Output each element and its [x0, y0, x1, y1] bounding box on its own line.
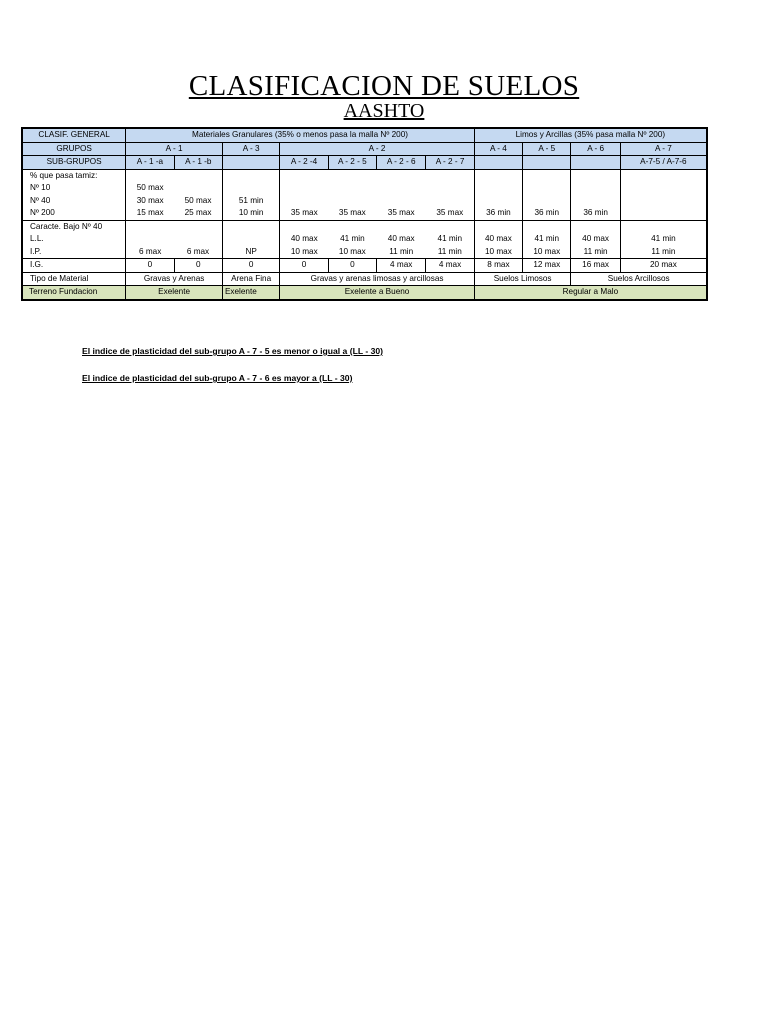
subgrupos-label: SUB-GRUPOS	[22, 156, 126, 170]
n40-label: Nº 40	[22, 195, 126, 208]
n200-value: 36 min	[474, 207, 522, 220]
ig-value: 8 max	[474, 259, 522, 273]
tipo-material-value: Suelos Arcillosos	[571, 272, 707, 286]
subgroup-cell: A - 2 - 6	[377, 156, 426, 170]
ig-value: 4 max	[377, 259, 426, 273]
ll-value: 40 max	[474, 233, 522, 246]
group-cell: A - 1	[126, 142, 223, 156]
ip-value: 11 min	[389, 246, 414, 256]
n40-value: 50 max	[174, 195, 222, 208]
group-cell: A - 7	[620, 142, 707, 156]
classification-table	[21, 127, 708, 301]
subgroup-cell-empty	[474, 156, 522, 170]
grupos-row	[22, 142, 707, 156]
grupos-label: GRUPOS	[22, 142, 126, 156]
ll-value: 41 min	[651, 234, 676, 243]
n200-value: 35 max	[290, 208, 318, 217]
ll-value: 40 max	[387, 234, 415, 243]
caracte-label: Caracte. Bajo Nº 40	[22, 220, 126, 233]
ip-value: 11 min	[571, 246, 620, 259]
n40-row	[22, 195, 707, 208]
n200-value: 36 min	[571, 207, 620, 220]
ll-value: 40 max	[290, 234, 318, 243]
ig-value: 4 max	[426, 259, 474, 273]
clasif-general-label: CLASIF. GENERAL	[22, 128, 126, 142]
n40-value: 30 max	[136, 195, 164, 205]
subgroup-cell: A - 2 - 5	[328, 156, 376, 170]
n200-value: 35 max	[387, 208, 415, 217]
ip-value: 11 min	[426, 246, 474, 259]
pasa-tamiz-row	[22, 169, 707, 182]
subgroup-cell: A - 1 -b	[174, 156, 222, 170]
subgrupos-row	[22, 156, 707, 170]
ll-value: 41 min	[426, 233, 474, 246]
note-a76: El indice de plasticidad del sub-grupo A - 7 - 6 es mayor a (LL - 30)	[82, 373, 353, 383]
ll-value: 40 max	[571, 233, 620, 246]
group-cell: A - 6	[571, 142, 620, 156]
subgroup-cell-empty	[222, 156, 279, 170]
ip-value: 6 max	[139, 246, 162, 256]
group-cell: A - 5	[523, 142, 571, 156]
ig-value: 20 max	[620, 259, 707, 273]
n200-value: 35 max	[426, 207, 474, 220]
ll-value: 41 min	[523, 233, 571, 246]
terreno-value: Exelente	[126, 286, 223, 300]
ig-value: 16 max	[571, 259, 620, 273]
granular-header: Materiales Granulares (35% o menos pasa la malla Nº 200)	[126, 128, 475, 142]
ig-value: 0	[174, 259, 222, 273]
ig-value: 0	[280, 259, 328, 273]
n200-value: 10 min	[222, 207, 279, 220]
page-subtitle: AASHTO	[343, 100, 425, 122]
n40-value: 51 min	[222, 195, 279, 208]
terreno-label: Terreno Fundacion	[22, 286, 126, 300]
terreno-row	[22, 286, 707, 300]
ig-value: 0	[222, 259, 279, 273]
n200-value: 35 max	[338, 208, 366, 217]
subgroup-cell: A - 2 -4	[280, 156, 328, 170]
page-title: CLASIFICACION DE SUELOS	[188, 70, 580, 102]
terreno-value: Exelente	[222, 286, 279, 300]
ll-value: 41 min	[340, 234, 365, 243]
terreno-value: Regular a Malo	[474, 286, 707, 300]
subgroup-cell: A - 1 -a	[126, 156, 174, 170]
ip-row	[22, 246, 707, 259]
note-a75: El indice de plasticidad del sub-grupo A - 7 - 5 es menor o igual a (LL - 30)	[82, 346, 383, 356]
n200-value: 15 max	[136, 208, 164, 217]
ip-value: 10 max	[338, 246, 366, 256]
ll-label: L.L.	[22, 233, 126, 246]
tipo-material-value: Gravas y arenas limosas y arcillosas	[280, 272, 474, 286]
ig-value: 12 max	[523, 259, 571, 273]
tipo-material-value: Suelos Limosos	[474, 272, 571, 286]
ig-value: 0	[126, 259, 174, 273]
clasif-general-row	[22, 128, 707, 142]
subgroup-cell: A - 2 - 7	[426, 156, 474, 170]
limos-header: Limos y Arcillas (35% pasa malla Nº 200)	[474, 128, 707, 142]
terreno-value: Exelente a Bueno	[280, 286, 474, 300]
ip-value: 6 max	[174, 246, 222, 259]
n200-value: 36 min	[523, 207, 571, 220]
n10-value: 50 max	[136, 183, 164, 192]
ip-value: NP	[222, 246, 279, 259]
n10-row	[22, 182, 707, 195]
n200-label: Nº 200	[22, 207, 126, 220]
ip-value: 11 min	[651, 246, 676, 256]
n200-value: 25 max	[174, 207, 222, 220]
ip-value: 10 max	[474, 246, 522, 259]
tipo-material-label: Tipo de Material	[22, 272, 126, 286]
n200-row	[22, 207, 707, 220]
subgroup-cell-empty	[523, 156, 571, 170]
group-cell: A - 3	[222, 142, 279, 156]
group-cell: A - 4	[474, 142, 522, 156]
n10-label: Nº 10	[22, 182, 126, 195]
ig-row	[22, 259, 707, 273]
tipo-material-value: Arena Fina	[222, 272, 279, 286]
tipo-material-row	[22, 272, 707, 286]
subgroup-cell-empty	[571, 156, 620, 170]
subgroup-cell: A-7-5 / A-7-6	[620, 156, 707, 170]
ip-value: 10 max	[290, 246, 318, 256]
tipo-material-value: Gravas y Arenas	[126, 272, 223, 286]
ig-label: I.G.	[22, 259, 126, 273]
pasa-tamiz-label: % que pasa tamiz:	[22, 169, 126, 182]
caracte-row	[22, 220, 707, 233]
ip-label: I.P.	[22, 246, 126, 259]
ip-value: 10 max	[523, 246, 571, 259]
group-cell: A - 2	[280, 142, 474, 156]
ig-value: 0	[328, 259, 376, 273]
ll-row	[22, 233, 707, 246]
